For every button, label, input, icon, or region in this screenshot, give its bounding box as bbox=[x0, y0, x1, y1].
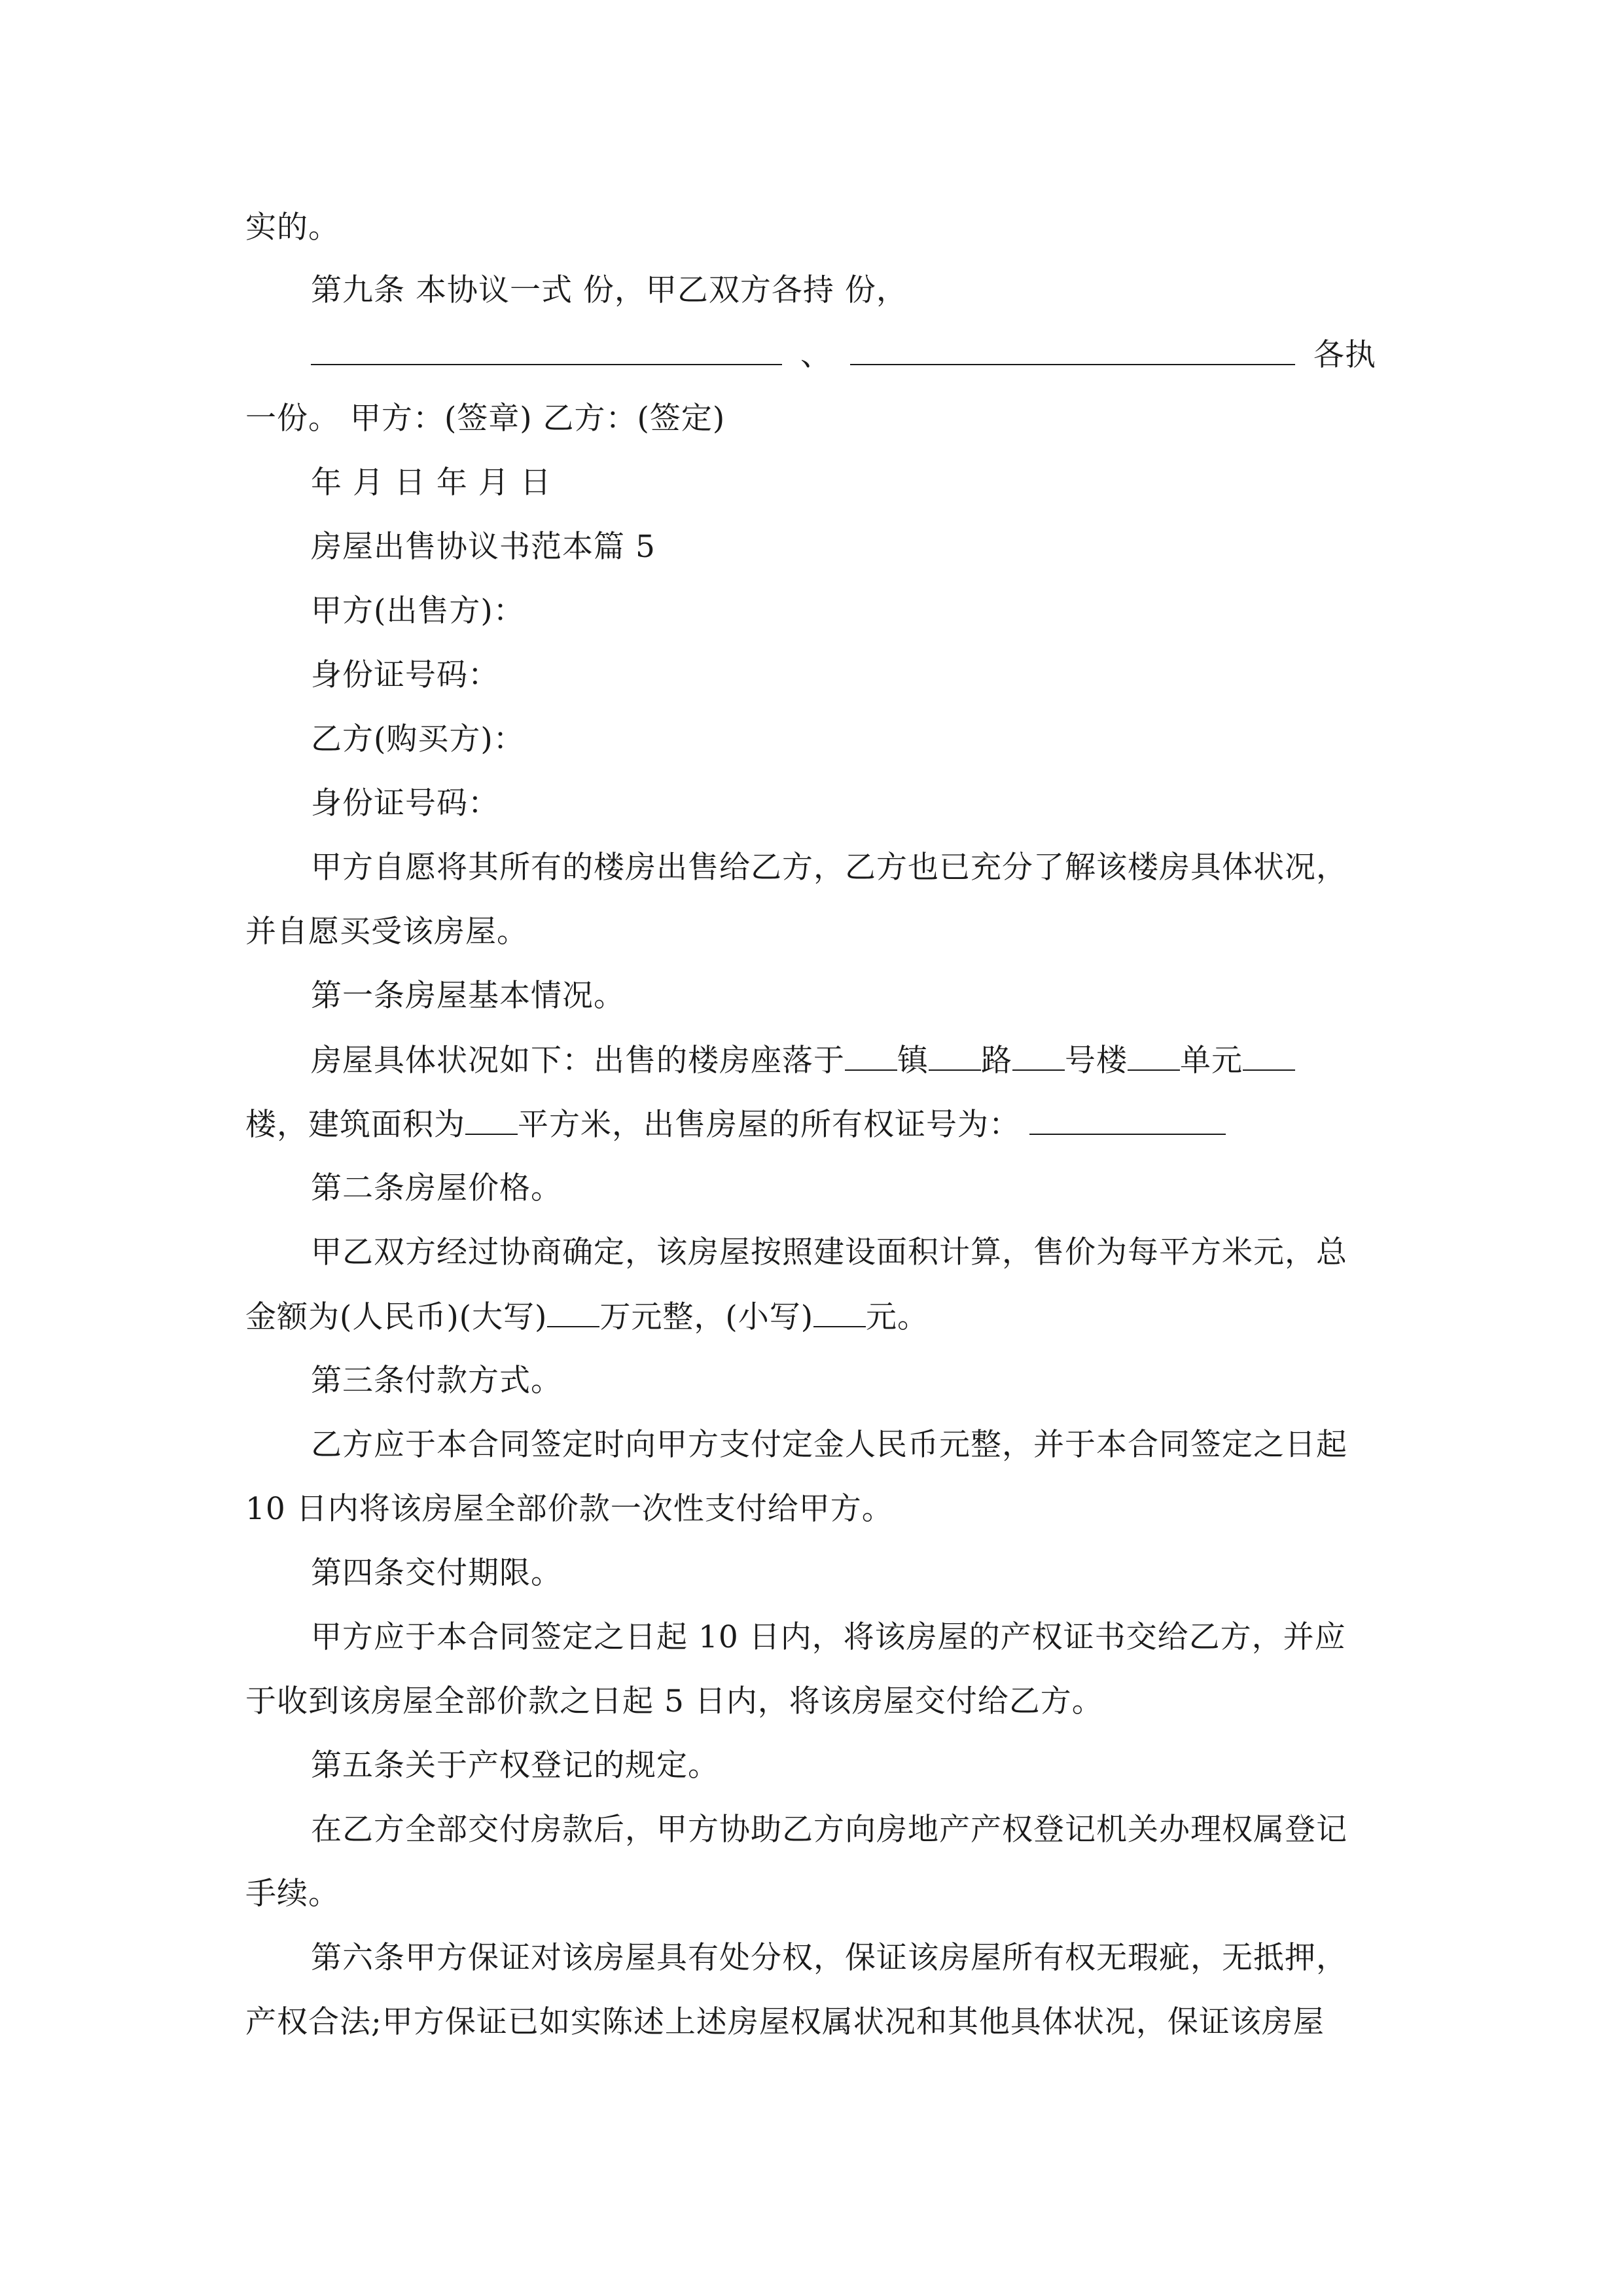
text-fragment: 元。 bbox=[866, 1299, 929, 1335]
text-fragment: 万元整，(小写) bbox=[599, 1299, 814, 1335]
text-line-party-b: 乙方(购买方)： bbox=[311, 721, 525, 757]
text-fragment: 路 bbox=[981, 1043, 1012, 1079]
section-heading: 房屋出售协议书范本篇 5 bbox=[311, 529, 656, 565]
blank-field bbox=[465, 1105, 518, 1135]
text-line-party-a: 甲方(出售方)： bbox=[311, 593, 525, 629]
text-line: 产权合法;甲方保证已如实陈述上述房屋权属状况和其他具体状况，保证该房屋 bbox=[245, 2004, 1325, 2040]
text-fragment: 楼，建筑面积为 bbox=[245, 1107, 465, 1143]
text-fragment: 镇 bbox=[897, 1043, 929, 1079]
text-fragment: 平方米，出售房屋的所有权证号为： bbox=[518, 1107, 1020, 1143]
text-line: 10 日内将该房屋全部价款一次性支付给甲方。 bbox=[245, 1491, 893, 1527]
blank-party-a bbox=[311, 335, 782, 365]
article-heading: 第四条交付期限。 bbox=[311, 1555, 562, 1591]
text-line-id-b: 身份证号码： bbox=[311, 785, 499, 821]
separator-mark: 、 bbox=[800, 337, 832, 373]
text-fragment: 金额为(人民币)(大写) bbox=[245, 1299, 548, 1335]
blank-certificate-number bbox=[1029, 1105, 1226, 1135]
text-fragment: 号楼 bbox=[1065, 1043, 1128, 1079]
text-fragment: 单元 bbox=[1180, 1043, 1243, 1079]
text-line: 并自愿买受该房屋。 bbox=[245, 914, 528, 950]
text-line-article-9: 第九条 本协议一式 份，甲乙双方各持 份， bbox=[311, 272, 908, 308]
article-heading: 第三条付款方式。 bbox=[311, 1363, 562, 1399]
blank-field bbox=[813, 1297, 866, 1327]
house-area-line bbox=[245, 1105, 1226, 1145]
text-line: 手续。 bbox=[245, 1876, 340, 1912]
text-line: 甲乙双方经过协商确定，该房屋按照建设面积计算，售价为每平方米元，总 bbox=[311, 1234, 1347, 1270]
house-details-line bbox=[311, 1041, 1295, 1081]
signature-blanks-line bbox=[311, 335, 1376, 375]
text-fragment: 房屋具体状况如下：出售的楼房座落于 bbox=[311, 1043, 845, 1079]
blank-field bbox=[845, 1041, 897, 1071]
blank-party-b bbox=[850, 335, 1295, 365]
text-line-dates: 年 月 日 年 月 日 bbox=[311, 465, 552, 501]
blank-field bbox=[1012, 1041, 1065, 1071]
text-line: 实的。 bbox=[245, 209, 340, 245]
price-line bbox=[245, 1297, 929, 1337]
text-line: 甲方应于本合同签定之日起 10 日内，将该房屋的产权证书交给乙方，并应 bbox=[311, 1619, 1346, 1655]
text-line-id-a: 身份证号码： bbox=[311, 657, 499, 693]
blank-field bbox=[1128, 1041, 1180, 1071]
blank-field bbox=[1243, 1041, 1295, 1071]
text-line: 第六条甲方保证对该房屋具有处分权，保证该房屋所有权无瑕疵，无抵押， bbox=[311, 1940, 1347, 1976]
text-line-signatures: 一份。 甲方：(签章) 乙方：(签定) bbox=[245, 401, 726, 437]
article-heading: 第五条关于产权登记的规定。 bbox=[311, 1748, 719, 1784]
article-heading: 第二条房屋价格。 bbox=[311, 1170, 562, 1206]
blank-field bbox=[929, 1041, 981, 1071]
article-heading: 第一条房屋基本情况。 bbox=[311, 978, 625, 1014]
blank-field bbox=[547, 1297, 599, 1327]
text-line: 于收到该房屋全部价款之日起 5 日内，将该房屋交付给乙方。 bbox=[245, 1683, 1103, 1719]
text-fragment: 各执 bbox=[1313, 337, 1376, 373]
text-line: 乙方应于本合同签定时向甲方支付定金人民币元整，并于本合同签定之日起 bbox=[311, 1427, 1347, 1463]
text-line: 在乙方全部交付房款后，甲方协助乙方向房地产产权登记机关办理权属登记 bbox=[311, 1812, 1347, 1848]
text-line: 甲方自愿将其所有的楼房出售给乙方，乙方也已充分了解该楼房具体状况， bbox=[311, 850, 1347, 886]
